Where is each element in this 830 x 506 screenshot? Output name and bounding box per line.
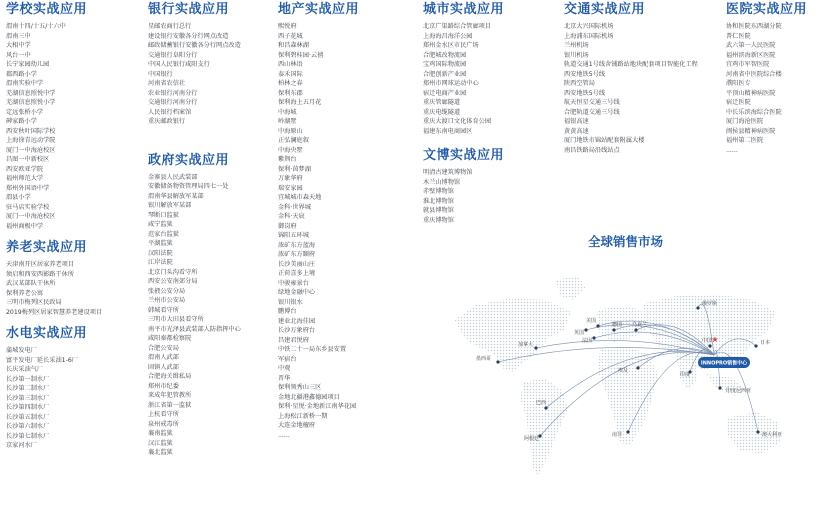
country-marker (596, 324, 599, 327)
list-item: 合肥轨道交通三号线 (564, 108, 620, 116)
city-list (423, 22, 504, 136)
list-item: 琴断口监狱 (148, 211, 179, 219)
list-item: 芜湖信息照悦中学 (6, 89, 56, 97)
list-item: 鹏博台 (278, 308, 297, 315)
list-item: 来成年犯管教所 (148, 392, 192, 399)
list-item: 建设银行安徽各分行网点改造 (148, 32, 229, 40)
list-item: 江岸法院 (148, 259, 173, 266)
list-item: 农业银行河南分行 (148, 89, 198, 97)
list-item: 汉江监狱 (148, 439, 173, 447)
list-item: 昌图一中新校区 (6, 156, 50, 163)
country-marker (636, 366, 639, 369)
list-item: 淮北博物馆 (423, 197, 454, 205)
hospital-list (726, 22, 807, 155)
list-item: 赤壁博物馆 (423, 188, 454, 195)
north-america-shape (454, 298, 571, 372)
list-item: 熙悦府 (278, 23, 297, 30)
school-list (6, 22, 102, 231)
list-item: 河南省农信社 (148, 80, 186, 87)
country-label: 墨西哥 (476, 356, 492, 362)
list-item: 重庆大渡口文化体育公园 (423, 118, 492, 125)
list-item: 渭南华县解放军某部 (148, 192, 204, 200)
country-label: 德国 (612, 322, 623, 328)
list-item: 银川解放军某部 (148, 202, 192, 209)
list-item: 中海原山 (278, 127, 303, 135)
list-item: 大相中学 (6, 42, 31, 49)
list-item: 天津南开区居家养老项目 (6, 261, 75, 268)
hydro-list (6, 346, 102, 451)
country-marker (696, 306, 699, 309)
list-item: 中铁二十一局东乡县安置 (278, 346, 347, 353)
list-item: 韩城看守所 (148, 306, 179, 314)
list-item: 正弘澜庭叙 (278, 137, 309, 144)
school-section-title: 学校实战应用 (6, 2, 88, 17)
country-marker (718, 386, 721, 389)
list-item: 中国银行 (148, 70, 173, 78)
list-item: 保利碧桂园·云禧 (278, 51, 324, 59)
list-item: 福州商极中学 (6, 222, 44, 230)
list-item: 渭南人武部 (148, 354, 179, 361)
list-item: 协和医院东西湖分院 (726, 23, 782, 30)
country-label: 巴西 (536, 400, 547, 406)
map-title: 全球销售市场 (588, 234, 664, 249)
list-item: 泰禾国际 (278, 70, 303, 78)
list-item: 绿地金融中心 (278, 289, 316, 296)
hub-badge (698, 357, 750, 368)
country-marker (756, 430, 759, 433)
list-item: 郑州市纪委 (148, 382, 179, 390)
country-label: 法国 (582, 338, 593, 344)
list-item: 长沙第七制水厂 (6, 432, 50, 440)
country-label: 俄罗斯 (702, 301, 718, 307)
country-label: 加拿大 (518, 342, 534, 348)
list-item: 合肥创新产业园 (423, 70, 467, 78)
list-item: 平湖监狱 (148, 240, 173, 247)
list-item: 上海浦东国际机场 (564, 32, 614, 40)
list-item: 京家河水厂 (6, 442, 37, 449)
list-item: 重庆博物馆 (423, 216, 454, 224)
hydro-section-title: 水电实战应用 (6, 326, 88, 341)
column-2 (148, 2, 241, 458)
list-item: 中海城 (278, 108, 297, 116)
china-star-icon: ★ (711, 335, 719, 344)
list-item: 正荷喜多上境 (278, 270, 316, 277)
list-item: 宝鸡国际物流园 (423, 61, 467, 68)
list-item: 福银高速 (564, 118, 589, 125)
list-item: 渭南实验中学 (6, 80, 44, 87)
country-label: 阿根廷 (524, 436, 540, 442)
list-item: 宿迁电商产业园 (423, 89, 467, 97)
list-item: 岭湖墅 (278, 118, 297, 125)
list-item: 襄北监狱 (148, 449, 173, 456)
bank-list (148, 22, 241, 127)
list-item: 南昌铁路局沿线站点 (564, 146, 620, 154)
list-item: 长沙第四制水厂 (6, 404, 50, 411)
list-item: 汉阳法院 (148, 249, 173, 257)
world-map (436, 250, 830, 506)
list-item: 福州师范大学 (6, 175, 44, 182)
list-item: 轨道交通1号线舍铺路站地块配套项目智能化工程 (564, 61, 698, 68)
country-label: 印度尼西亚 (726, 388, 752, 394)
list-item: 郑州外国语中学 (6, 184, 50, 192)
list-item: 柏林之春 (278, 80, 303, 87)
list-item: 上海松江新桥一期 (278, 412, 328, 420)
list-item: 郑州市网球运动中心 (423, 80, 479, 87)
list-item: 宜城城市森天地 (278, 194, 322, 201)
country-marker (534, 346, 537, 349)
list-item: 银川银水 (278, 298, 303, 306)
transport-section-title: 交通实战应用 (564, 2, 646, 17)
list-item: 保利·星悦·金地新江南华花园 (278, 403, 357, 410)
country-marker (496, 360, 499, 363)
list-item: 碑家路小学 (6, 118, 37, 125)
list-item: 平顶山精神病医院 (726, 89, 776, 97)
list-item: 兰州市公安局 (148, 297, 186, 304)
list-item: 西安秋叶国际学校 (6, 127, 56, 135)
list-item: 黄黄高速 (564, 127, 589, 135)
list-item: 大连金地檀府 (278, 422, 316, 429)
list-item: 三明市大田县看守所 (148, 316, 204, 323)
list-item: 金地北疆港鑫德园项目 (278, 393, 340, 401)
country-marker (634, 328, 637, 331)
list-item: 长沙美丽山庄 (278, 260, 316, 268)
list-item: 襄南监狱 (148, 430, 173, 437)
list-item: 金科·世界城 (278, 203, 311, 211)
list-item: 须启和西安西影路干休所 (6, 270, 75, 278)
list-item: 保利东郡 (278, 89, 303, 97)
list-item: 蒲城发电厂 (6, 347, 37, 354)
list-item: 浙江省第一监狱 (148, 401, 192, 409)
list-item: 中骏雍景台 (278, 279, 309, 287)
list-item: 福建东南电商园区 (423, 127, 473, 135)
list-item: 长沙第三制水厂 (6, 394, 50, 402)
list-item: 定远张桥小学 (6, 108, 44, 116)
list-item: 厦门一中海沧校区 (6, 146, 56, 154)
list-item: 银川机场 (564, 51, 589, 59)
list-item: 郑州金水区市民广场 (423, 42, 479, 49)
column-3 (278, 2, 359, 440)
country-marker (626, 430, 629, 433)
list-item: 河南省中医院综合楼 (726, 70, 782, 78)
government-section-title: 政府实战应用 (148, 152, 230, 168)
list-item: 和昌森林湖 (278, 42, 309, 49)
list-item: 固镇人武部 (148, 363, 179, 371)
list-item: 紫荆台 (278, 156, 297, 163)
list-item: 中长乐滨海综合医院 (726, 108, 782, 116)
list-item: 重庆邮政银行 (148, 118, 186, 125)
list-item: 重庆电缆隧道 (423, 108, 461, 116)
list-item: 西安欧亚学院 (6, 165, 44, 173)
realestate-section-title: 地产实战应用 (278, 2, 360, 17)
country-label: 美国 (586, 318, 597, 324)
museum-section-title: 文博实战应用 (423, 148, 505, 163)
list-item: 北京大兴国际机场 (564, 23, 614, 30)
list-item: 张掖公安分局 (148, 287, 186, 295)
country-marker (612, 328, 615, 331)
list-item: 浓矿东方颐府 (278, 251, 316, 258)
list-item: 中观 (278, 365, 291, 372)
list-item: 长沙第一制水厂 (6, 375, 50, 383)
list-item: 武汉某部队干休所 (6, 280, 56, 287)
list-item: 范家台监狱 (148, 230, 179, 238)
list-item: 晋华 (278, 374, 291, 382)
list-item: 合肥公安局 (148, 344, 179, 352)
list-item: 三明市梅列区民政局 (6, 299, 62, 306)
list-item: 长沙第六制水厂 (6, 423, 50, 430)
list-item: 合肥城改物流园 (423, 51, 467, 59)
list-item: 富平发电厂延长采油1-6厂 (6, 356, 78, 364)
list-item: 金寨县人民武装部 (148, 173, 198, 181)
list-item: 渭南十四/十五/十六中 (6, 23, 66, 30)
realestate-list (278, 22, 359, 440)
continents (454, 276, 783, 476)
list-item: 人民银行档案馆 (148, 108, 192, 116)
country-label: 澳大利亚 (762, 432, 783, 438)
column-5 (564, 2, 698, 155)
list-item: 濮阳医专 (726, 80, 751, 87)
country-label: 乌克兰 (632, 322, 648, 328)
list-item: 宜鸡市军智医院 (726, 61, 770, 68)
list-item: 合肥海关缉私局 (148, 373, 192, 380)
list-item: 航天恒星交通三号线 (564, 99, 620, 106)
list-item: 福州第二医院 (726, 137, 764, 144)
list-item: ...... (726, 146, 738, 154)
transport-list (564, 22, 698, 155)
list-item: 西安公安南郊分局 (148, 278, 198, 285)
country-label: 埃及 (618, 368, 629, 374)
list-item: 陕西空管局 (564, 80, 595, 87)
country-label: 英国 (574, 330, 585, 336)
list-item: 武六第一人民医院 (726, 42, 776, 49)
list-item: 厦门一中海沧校区 (6, 213, 56, 220)
hub-label: INNOPRO销售中心 (700, 360, 748, 367)
list-item: 上海徐青远动学院 (6, 137, 56, 144)
list-item: 宿迁医院 (726, 99, 751, 106)
list-item: 北京门头沟看守所 (148, 268, 198, 276)
list-item: 咸阳秦都检察院 (148, 335, 192, 342)
list-item: 渭南三中 (6, 32, 31, 40)
column-1 (6, 2, 102, 451)
list-item: 南平市光泽县武装部人防指挥中心 (148, 325, 241, 333)
country-label: 南非 (612, 432, 623, 438)
list-item: 明清古建筑博物馆 (423, 169, 473, 176)
list-item: 中海央墅 (278, 146, 303, 154)
list-item: 厦门地铁市锦站配套附属大楼 (564, 137, 645, 144)
list-item: 上海海昌海洋公园 (423, 32, 473, 40)
greenland-shape (556, 276, 586, 300)
city-section-title: 城市实战应用 (423, 2, 505, 17)
list-item: 上杭看守所 (148, 411, 179, 418)
government-list (148, 173, 241, 458)
list-item: 厦门海沧医院 (726, 118, 764, 125)
list-item: 长沙万象府台 (278, 327, 316, 334)
list-item: 中国人民银行咸阳支行 (148, 61, 210, 68)
list-item: 交通银行河南分行 (148, 99, 198, 106)
list-item: 建业北海佳园 (278, 317, 316, 325)
list-item: 闽侯县精神病医院 (726, 127, 776, 135)
list-item: 昌建君悦府 (278, 336, 309, 344)
list-item: 2019梅列区居家智慧养老建设项目 (6, 308, 103, 316)
country-marker (708, 344, 711, 347)
list-item: 西安地铁5号线 (564, 70, 606, 78)
list-item: 长沙第五制水厂 (6, 413, 50, 421)
elderly-section-title: 养老实战应用 (6, 240, 88, 255)
list-item: 驻马店实验学校 (6, 203, 50, 211)
list-item: 泉州戒毒所 (148, 420, 179, 428)
list-item: 北京广渠路综合管廊项目 (423, 23, 492, 30)
list-item: 木兰山博物馆 (423, 178, 461, 186)
list-item: 御岗府 (278, 222, 297, 230)
list-item: 保利海上五月花 (278, 99, 322, 106)
country-marker (584, 328, 587, 331)
list-item: 瑞安家园 (278, 184, 303, 192)
list-item: 交通银行阜阳分行 (148, 51, 198, 59)
list-item: 保利领秀山三区 (278, 384, 322, 391)
list-item: 星邮农商行总行 (148, 23, 192, 30)
list-item: 长沙第二制水厂 (6, 385, 50, 392)
list-item: 锦阳五环城 (278, 232, 309, 239)
list-item: ...... (278, 431, 290, 439)
country-label: 印度 (680, 372, 691, 378)
list-item: 邮政储蓄银行安徽各分行网点改造 (148, 42, 241, 49)
list-item: 保利·茵梦湖 (278, 165, 311, 173)
list-item: 安徽储备物资管理局四七一处 (148, 183, 229, 190)
list-item: 重庆管廊隧道 (423, 99, 461, 106)
list-item: 福州滨海新区医院 (726, 51, 776, 59)
column-4 (423, 2, 504, 225)
list-item: 咸宁监狱 (148, 221, 173, 228)
column-6 (726, 2, 807, 155)
country-label: 日本 (760, 340, 771, 346)
list-item: 就县博物馆 (423, 207, 454, 214)
country-marker (592, 336, 595, 339)
list-item: 郡西路小学 (6, 70, 37, 78)
museum-list (423, 168, 504, 225)
list-item: 兰州机场 (564, 42, 589, 49)
hospital-section-title: 医院实战应用 (726, 2, 808, 17)
list-item: 风台一中 (6, 51, 31, 59)
list-item: 保利养老公寓 (6, 289, 44, 297)
list-item: 万象华府 (278, 175, 303, 182)
country-label: 中国 (702, 338, 713, 344)
elderly-list (6, 260, 102, 317)
list-item: 普仁医院 (726, 32, 751, 40)
list-item: 浓矿东方蓝海 (278, 241, 316, 249)
list-item: 西子花城 (278, 32, 303, 40)
country-marker (544, 406, 547, 409)
country-marker (754, 344, 757, 347)
south-america-shape (520, 378, 568, 476)
list-item: 长庆采油气厂 (6, 366, 44, 373)
list-item: 芜湖信息照悦小学 (6, 99, 56, 106)
bank-section-title: 银行实战应用 (148, 2, 230, 17)
list-item: 西山林语 (278, 61, 303, 68)
list-item: 军宿台 (278, 355, 297, 363)
list-item: 金科·天宸 (278, 213, 305, 220)
list-item: 西安地铁5号线 (564, 89, 606, 97)
list-item: 长宁家园幼儿园 (6, 61, 50, 68)
list-item: 渭县小学 (6, 194, 31, 201)
